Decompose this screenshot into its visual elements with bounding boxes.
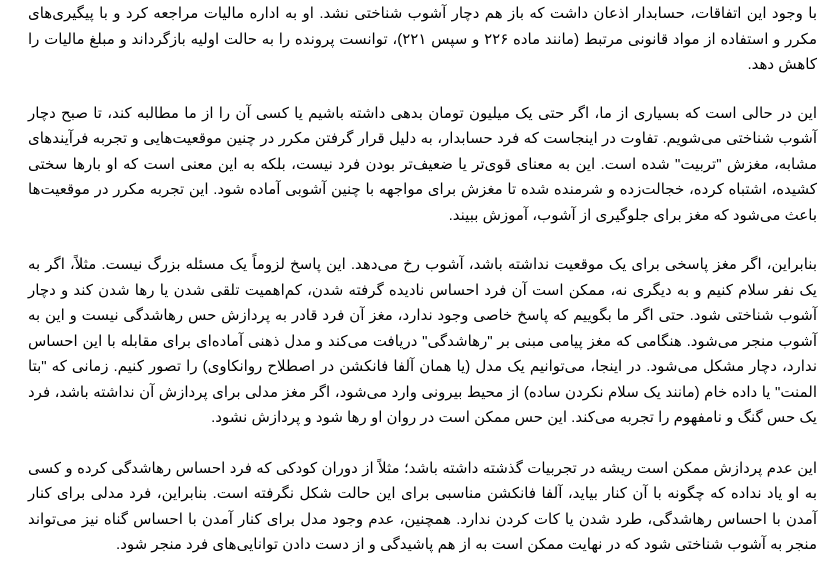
- paragraph-trained-brain: این در حالی است که بسیاری از ما، اگر حتی یک میلیون تومان بدهی داشته باشیم یا کسی آن را از ما مطالبه کند، تا صبح دچار آشوب شناختی می‌شویم. تفاوت در اینجاست که فرد حسابدار، به دلیل قرار گرفتن مکرر در چنین موقعیت‌هایی و تجربه فرآیندهای مشابه، مغزش "تربیت" شده است. این به معنای قوی‌تر یا ضعیف‌تر بودن فرد نیست، بلکه به این معنی است که او بارها سختی کشیده، اشتباه کرده، خجالت‌زده و شرمنده شده تا مغزش برای مواجهه با چنین آشوبی آماده شود. این تجربه مکرر در موقعیت‌ها باعث می‌شود که مغز برای جلوگیری از آشوب، آموزش ببیند.: [28, 104, 817, 224]
- paragraph-alpha-function: بنابراین، اگر مغز پاسخی برای یک موقعیت نداشته باشد، آشوب رخ می‌دهد. این پاسخ لزوماً یک مسئله بزرگ نیست. مثلاً، اگر به یک نفر سلام کنیم و به دیگری نه، ممکن است آن فرد احساس نادیده گرفته شدن، کم‌اهمیت تلقی شدن یا رها شدن کند و دچار آشوب شناختی شود. حتی اگر ما بگوییم که پاسخ خاصی وجود ندارد، مغز آن فرد قادر به پردازش حس رهاشدگی نیست و این به آشوب منجر می‌شود. هنگامی که مغز پیامی مبنی بر "رهاشدگی" دریافت می‌کند و مدل ذهنی آماده‌ای برای مقابله با این احساس ندارد، دچار مشکل می‌شود. در اینجا، می‌توانیم یک مدل (یا همان آلفا فانکشن در اصطلاح روانکاوی) را تصور کنیم. زمانی که "بتا المنت" یا داده خام (مانند یک سلام نکردن ساده) از محیط بیرونی وارد می‌شود، اگر مغز مدلی برای پردازش آن نداشته باشد، فرد یک حس گنگ و نامفهوم را تجربه می‌کند. این حس ممکن است در روان او رها شود و پردازش نشود.: [28, 256, 817, 426]
- paragraph-accountant-tax-office: با وجود این اتفاقات، حسابدار اذعان داشت که باز هم دچار آشوب شناختی نشد. او به اداره مالیات مراجعه کرد و با پیگیری‌های مکرر و استفاده از مواد قانونی مرتبط (مانند ماده ۲۲۶ و سپس ۲۲۱)، توانست پرونده را به حالت اولیه بازگرداند و مبلغ مالیات را کاهش دهد.: [28, 5, 817, 73]
- paragraph-childhood-roots: این عدم پردازش ممکن است ریشه در تجربیات گذشته داشته باشد؛ مثلاً از دوران کودکی که فرد احساس رهاشدگی کرده و کسی به او یاد نداده که چگونه با آن کنار بیاید، آلفا فانکشن مناسبی برای این حالت شکل نگرفته است. بنابراین، فرد مدلی برای کنار آمدن با احساس رهاشدگی، طرد شدن یا کات کردن ندارد. همچنین، عدم وجود مدل برای کنار آمدن با احساس گناه نیز می‌تواند منجر به آشوب شناختی شود که در نهایت ممکن است به از هم پاشیدگی و از دست دادن توانایی‌های فرد منجر شود.: [28, 459, 817, 553]
- document-body: [28, 1, 817, 558]
